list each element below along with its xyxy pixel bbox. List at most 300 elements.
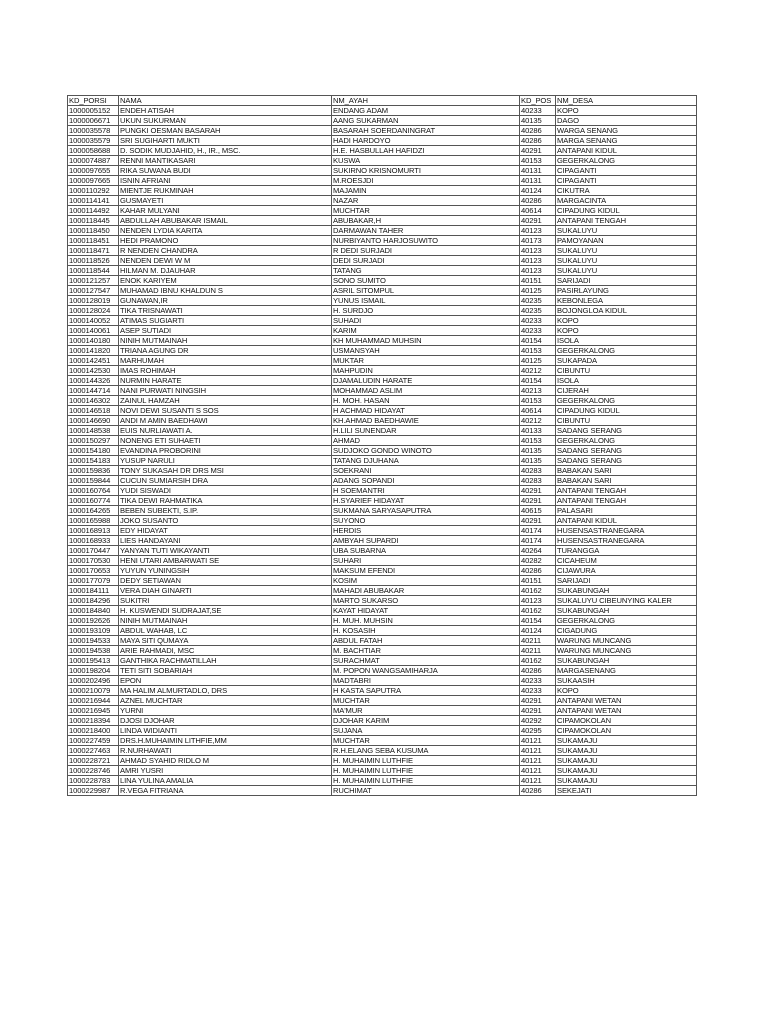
- cell-kd-pos: 40291: [520, 696, 556, 706]
- table-row: [68, 346, 697, 356]
- cell-nama: ANDI M AMIN BAEDHAWI: [119, 416, 332, 426]
- cell-kd-pos: 40154: [520, 336, 556, 346]
- cell-kd-pos: 40264: [520, 546, 556, 556]
- table-row: [68, 206, 697, 216]
- cell-nm-desa: ANTAPANI TENGAH: [556, 216, 697, 226]
- table-row: [68, 646, 697, 656]
- cell-kd-pos: 40233: [520, 326, 556, 336]
- cell-kd-pos: 40211: [520, 646, 556, 656]
- cell-nm-ayah: H. MUHAIMIN LUTHFIE: [332, 766, 520, 776]
- cell-nm-ayah: DJAMALUDIN HARATE: [332, 376, 520, 386]
- cell-kd-porsi: 1000184111: [68, 586, 119, 596]
- table-row: [68, 236, 697, 246]
- cell-kd-porsi: 1000118471: [68, 246, 119, 256]
- cell-nama: NURMIN HARATE: [119, 376, 332, 386]
- cell-kd-pos: 40233: [520, 106, 556, 116]
- cell-nm-desa: WARGA SENANG: [556, 126, 697, 136]
- cell-nm-ayah: DJOHAR KARIM: [332, 716, 520, 726]
- cell-nama: RIKA SUWANA BUDI: [119, 166, 332, 176]
- cell-kd-pos: 40211: [520, 636, 556, 646]
- cell-kd-porsi: 1000193109: [68, 626, 119, 636]
- cell-kd-porsi: 1000035578: [68, 126, 119, 136]
- cell-kd-porsi: 1000148538: [68, 426, 119, 436]
- cell-nm-desa: CIPAMOKOLAN: [556, 726, 697, 736]
- cell-kd-porsi: 1000142530: [68, 366, 119, 376]
- cell-nama: TIKA DEWI RAHMATIKA: [119, 496, 332, 506]
- cell-nm-ayah: BASARAH SOERDANINGRAT: [332, 126, 520, 136]
- table-row: [68, 466, 697, 476]
- cell-nm-ayah: SUHADI: [332, 316, 520, 326]
- cell-nama: NONENG ETI SUHAETI: [119, 436, 332, 446]
- cell-nama: R.NURHAWATI: [119, 746, 332, 756]
- cell-nm-desa: ANTAPANI TENGAH: [556, 486, 697, 496]
- cell-nm-desa: DAGO: [556, 116, 697, 126]
- cell-kd-pos: 40286: [520, 126, 556, 136]
- cell-kd-pos: 40153: [520, 346, 556, 356]
- table-row: [68, 516, 697, 526]
- cell-nm-desa: BABAKAN SARI: [556, 476, 697, 486]
- cell-kd-porsi: 1000170447: [68, 546, 119, 556]
- cell-nm-ayah: MAJAMIN: [332, 186, 520, 196]
- cell-kd-pos: 40286: [520, 136, 556, 146]
- cell-nama: DJOSI DJOHAR: [119, 716, 332, 726]
- cell-kd-pos: 40121: [520, 756, 556, 766]
- cell-nm-ayah: ABDUL FATAH: [332, 636, 520, 646]
- cell-nm-desa: SARIJADI: [556, 576, 697, 586]
- cell-kd-porsi: 1000142451: [68, 356, 119, 366]
- table-row: [68, 726, 697, 736]
- cell-nm-ayah: MAHADI ABUBAKAR: [332, 586, 520, 596]
- table-row: [68, 286, 697, 296]
- cell-nama: YUDI SISWADI: [119, 486, 332, 496]
- cell-nama: MA HALIM ALMURTADLO, DRS: [119, 686, 332, 696]
- cell-kd-porsi: 1000192626: [68, 616, 119, 626]
- cell-kd-pos: 40291: [520, 216, 556, 226]
- cell-nm-ayah: MOHAMMAD ASLIM: [332, 386, 520, 396]
- cell-kd-porsi: 1000118526: [68, 256, 119, 266]
- header-kd-porsi: KD_PORSI: [68, 96, 119, 106]
- cell-kd-porsi: 1000228783: [68, 776, 119, 786]
- cell-kd-pos: 40615: [520, 506, 556, 516]
- cell-kd-pos: 40233: [520, 316, 556, 326]
- cell-nm-desa: SUKALUYU: [556, 246, 697, 256]
- cell-kd-porsi: 1000165988: [68, 516, 119, 526]
- cell-nama: R.VEGA FITRIANA: [119, 786, 332, 796]
- cell-nm-ayah: R.H.ELANG SEBA KUSUMA: [332, 746, 520, 756]
- cell-nama: AHMAD SYAHID RIDLO M: [119, 756, 332, 766]
- cell-kd-porsi: 1000227463: [68, 746, 119, 756]
- table-row: [68, 316, 697, 326]
- cell-nama: MIENTJE RUKMINAH: [119, 186, 332, 196]
- cell-nama: IMAS ROHIMAH: [119, 366, 332, 376]
- cell-kd-porsi: 1000168913: [68, 526, 119, 536]
- cell-nm-desa: SADANG SERANG: [556, 446, 697, 456]
- table-row: [68, 456, 697, 466]
- cell-nm-desa: MARGACINTA: [556, 196, 697, 206]
- cell-nm-desa: PASIRLAYUNG: [556, 286, 697, 296]
- cell-nama: LINA YULINA AMALIA: [119, 776, 332, 786]
- cell-nm-ayah: KOSIM: [332, 576, 520, 586]
- spreadsheet: [67, 95, 697, 796]
- cell-nm-ayah: R DEDI SURJADI: [332, 246, 520, 256]
- cell-nm-desa: SUKALUYU CIBEUNYING KALER: [556, 596, 697, 606]
- cell-kd-porsi: 1000229987: [68, 786, 119, 796]
- table-row: [68, 186, 697, 196]
- table-row: [68, 416, 697, 426]
- cell-kd-pos: 40123: [520, 596, 556, 606]
- cell-nm-desa: CIPAGANTI: [556, 166, 697, 176]
- cell-nama: ZAINUL HAMZAH: [119, 396, 332, 406]
- cell-nm-ayah: SUHARI: [332, 556, 520, 566]
- cell-nama: JOKO SUSANTO: [119, 516, 332, 526]
- table-row: [68, 536, 697, 546]
- cell-nama: LINDA WIDIANTI: [119, 726, 332, 736]
- cell-kd-pos: 40212: [520, 416, 556, 426]
- cell-nm-desa: MARGASENANG: [556, 666, 697, 676]
- cell-nama: HENI UTARI AMBARWATI SE: [119, 556, 332, 566]
- cell-nm-ayah: M. BACHTIAR: [332, 646, 520, 656]
- cell-nm-desa: CIPAMOKOLAN: [556, 716, 697, 726]
- cell-nama: D. SODIK MUDJAHID, H., IR., MSC.: [119, 146, 332, 156]
- cell-nama: LIES HANDAYANI: [119, 536, 332, 546]
- cell-kd-pos: 40291: [520, 706, 556, 716]
- cell-nama: TIKA TRISNAWATI: [119, 306, 332, 316]
- cell-nama: RENNI MANTIKASARI: [119, 156, 332, 166]
- table-row: [68, 326, 697, 336]
- cell-nm-ayah: ADANG SOPANDI: [332, 476, 520, 486]
- table-row: [68, 506, 697, 516]
- cell-nm-desa: GEGERKALONG: [556, 396, 697, 406]
- table-row: [68, 166, 697, 176]
- cell-nama: ISNIN AFRIANI: [119, 176, 332, 186]
- cell-kd-porsi: 1000118451: [68, 236, 119, 246]
- cell-nm-ayah: SUJANA: [332, 726, 520, 736]
- cell-kd-porsi: 1000184296: [68, 596, 119, 606]
- table-row: [68, 526, 697, 536]
- cell-kd-porsi: 1000074887: [68, 156, 119, 166]
- table-row: [68, 396, 697, 406]
- table-row: [68, 386, 697, 396]
- cell-kd-pos: 40153: [520, 156, 556, 166]
- cell-kd-pos: 40123: [520, 226, 556, 236]
- cell-kd-porsi: 1000006671: [68, 116, 119, 126]
- cell-kd-porsi: 1000170530: [68, 556, 119, 566]
- cell-nama: H. KUSWENDI SUDRAJAT,SE: [119, 606, 332, 616]
- cell-kd-porsi: 1000216944: [68, 696, 119, 706]
- cell-nm-desa: SUKAMAJU: [556, 736, 697, 746]
- cell-kd-pos: 40153: [520, 436, 556, 446]
- cell-kd-pos: 40123: [520, 256, 556, 266]
- cell-nama: MAYA SITI QUMAYA: [119, 636, 332, 646]
- cell-nm-ayah: RUCHIMAT: [332, 786, 520, 796]
- cell-kd-pos: 40291: [520, 146, 556, 156]
- cell-nm-ayah: H ACHMAD HIDAYAT: [332, 406, 520, 416]
- cell-kd-pos: 40135: [520, 456, 556, 466]
- cell-kd-pos: 40173: [520, 236, 556, 246]
- cell-nama: EPON: [119, 676, 332, 686]
- cell-kd-pos: 40174: [520, 526, 556, 536]
- cell-nm-desa: CIBUNTU: [556, 416, 697, 426]
- table-row: [68, 256, 697, 266]
- cell-nama: DEDY SETIAWAN: [119, 576, 332, 586]
- cell-kd-pos: 40125: [520, 286, 556, 296]
- table-row: [68, 216, 697, 226]
- cell-nm-ayah: DARMAWAN TAHER: [332, 226, 520, 236]
- cell-kd-porsi: 1000195413: [68, 656, 119, 666]
- cell-nm-ayah: MAKSUM EFENDI: [332, 566, 520, 576]
- cell-kd-pos: 40295: [520, 726, 556, 736]
- cell-nama: BEBEN SUBEKTI, S.IP.: [119, 506, 332, 516]
- table-row: [68, 356, 697, 366]
- cell-kd-pos: 40121: [520, 746, 556, 756]
- cell-nm-ayah: SONO SUMITO: [332, 276, 520, 286]
- cell-kd-pos: 40291: [520, 496, 556, 506]
- table-row: [68, 196, 697, 206]
- cell-kd-porsi: 1000159836: [68, 466, 119, 476]
- table-row: [68, 306, 697, 316]
- cell-nama: GANTHIKA RACHMATILLAH: [119, 656, 332, 666]
- cell-kd-pos: 40291: [520, 516, 556, 526]
- cell-nama: GUNAWAN,IR: [119, 296, 332, 306]
- cell-nama: PUNGKI OESMAN BASARAH: [119, 126, 332, 136]
- cell-kd-porsi: 1000144326: [68, 376, 119, 386]
- cell-nm-ayah: MA'MUR: [332, 706, 520, 716]
- cell-kd-porsi: 1000005152: [68, 106, 119, 116]
- cell-nm-desa: BABAKAN SARI: [556, 466, 697, 476]
- table-row: [68, 376, 697, 386]
- cell-nm-desa: SADANG SERANG: [556, 456, 697, 466]
- cell-kd-porsi: 1000128024: [68, 306, 119, 316]
- cell-nm-desa: KOPO: [556, 686, 697, 696]
- cell-nm-desa: ISOLA: [556, 376, 697, 386]
- cell-nm-desa: SUKAPADA: [556, 356, 697, 366]
- cell-kd-pos: 40291: [520, 486, 556, 496]
- table-row: [68, 716, 697, 726]
- table-row: [68, 436, 697, 446]
- table-row: [68, 706, 697, 716]
- cell-kd-porsi: 1000144714: [68, 386, 119, 396]
- cell-nm-ayah: HERDIS: [332, 526, 520, 536]
- cell-kd-porsi: 1000154180: [68, 446, 119, 456]
- cell-nm-desa: KOPO: [556, 106, 697, 116]
- cell-kd-porsi: 1000141820: [68, 346, 119, 356]
- cell-nm-desa: HUSENSASTRANEGARA: [556, 526, 697, 536]
- table-row: [68, 696, 697, 706]
- cell-kd-porsi: 1000118450: [68, 226, 119, 236]
- table-row: [68, 336, 697, 346]
- cell-nama: EUIS NURLIAWATI A.: [119, 426, 332, 436]
- cell-nm-ayah: KH MUHAMMAD MUHSIN: [332, 336, 520, 346]
- cell-kd-pos: 40162: [520, 606, 556, 616]
- cell-kd-porsi: 1000121257: [68, 276, 119, 286]
- cell-kd-porsi: 1000114492: [68, 206, 119, 216]
- cell-nm-desa: SUKALUYU: [556, 226, 697, 236]
- cell-kd-pos: 40212: [520, 366, 556, 376]
- table-row: [68, 366, 697, 376]
- cell-nm-desa: CIGADUNG: [556, 626, 697, 636]
- cell-nm-desa: ISOLA: [556, 336, 697, 346]
- cell-nm-ayah: MARTO SUKARSO: [332, 596, 520, 606]
- table-row: [68, 426, 697, 436]
- cell-kd-porsi: 1000216945: [68, 706, 119, 716]
- cell-kd-porsi: 1000170653: [68, 566, 119, 576]
- cell-nm-desa: SADANG SERANG: [556, 426, 697, 436]
- cell-kd-pos: 40151: [520, 276, 556, 286]
- cell-nm-desa: TURANGGA: [556, 546, 697, 556]
- table-row: [68, 666, 697, 676]
- cell-nama: ATIMAS SUGIARTI: [119, 316, 332, 326]
- cell-kd-porsi: 1000058688: [68, 146, 119, 156]
- cell-nm-ayah: MUCHTAR: [332, 206, 520, 216]
- cell-nm-desa: CIKUTRA: [556, 186, 697, 196]
- table-row: [68, 146, 697, 156]
- cell-kd-porsi: 1000150297: [68, 436, 119, 446]
- cell-kd-porsi: 1000146302: [68, 396, 119, 406]
- cell-kd-pos: 40286: [520, 566, 556, 576]
- cell-nm-desa: ANTAPANI KIDUL: [556, 146, 697, 156]
- cell-kd-pos: 40162: [520, 586, 556, 596]
- cell-nm-ayah: H. KOSASIH: [332, 626, 520, 636]
- cell-kd-porsi: 1000168933: [68, 536, 119, 546]
- cell-nm-desa: GEGERKALONG: [556, 436, 697, 446]
- cell-kd-pos: 40121: [520, 766, 556, 776]
- cell-kd-porsi: 1000118544: [68, 266, 119, 276]
- cell-nm-ayah: M.ROESJDI: [332, 176, 520, 186]
- table-body: [68, 106, 697, 796]
- cell-nm-desa: GEGERKALONG: [556, 616, 697, 626]
- cell-nm-ayah: AANG SUKARMAN: [332, 116, 520, 126]
- cell-kd-pos: 40124: [520, 186, 556, 196]
- cell-nm-desa: SARIJADI: [556, 276, 697, 286]
- cell-nama: YUSUP NARULI: [119, 456, 332, 466]
- cell-nm-ayah: AHMAD: [332, 436, 520, 446]
- cell-nm-desa: SUKALUYU: [556, 256, 697, 266]
- table-row: [68, 556, 697, 566]
- cell-nm-desa: GEGERKALONG: [556, 156, 697, 166]
- cell-nm-ayah: AMBYAH SUPARDI: [332, 536, 520, 546]
- cell-nm-desa: CIPADUNG KIDUL: [556, 406, 697, 416]
- cell-nm-desa: SUKALUYU: [556, 266, 697, 276]
- cell-kd-pos: 40286: [520, 786, 556, 796]
- cell-nama: AMRI YUSRI: [119, 766, 332, 776]
- cell-nama: AZNEL MUCHTAR: [119, 696, 332, 706]
- cell-kd-porsi: 1000127547: [68, 286, 119, 296]
- cell-nm-desa: KOPO: [556, 316, 697, 326]
- cell-nm-ayah: MAHPUDIN: [332, 366, 520, 376]
- cell-kd-porsi: 1000218400: [68, 726, 119, 736]
- cell-kd-pos: 40131: [520, 166, 556, 176]
- table-row: [68, 496, 697, 506]
- cell-kd-porsi: 1000227459: [68, 736, 119, 746]
- cell-kd-porsi: 1000160774: [68, 496, 119, 506]
- cell-nm-desa: SUKAMAJU: [556, 756, 697, 766]
- cell-nm-ayah: KARIM: [332, 326, 520, 336]
- cell-nm-ayah: M. POPON WANGSAMIHARJA: [332, 666, 520, 676]
- cell-kd-pos: 40123: [520, 246, 556, 256]
- cell-kd-porsi: 1000184840: [68, 606, 119, 616]
- cell-nm-desa: SUKAMAJU: [556, 766, 697, 776]
- table-row: [68, 176, 697, 186]
- cell-nm-ayah: TATANG DJUHANA: [332, 456, 520, 466]
- cell-nm-desa: SUKAASIH: [556, 676, 697, 686]
- cell-kd-pos: 40131: [520, 176, 556, 186]
- cell-nama: YANYAN TUTI WIKAYANTI: [119, 546, 332, 556]
- table-row: [68, 296, 697, 306]
- cell-kd-pos: 40614: [520, 406, 556, 416]
- cell-nama: GUSMAYETI: [119, 196, 332, 206]
- cell-nama: UKUN SUKURMAN: [119, 116, 332, 126]
- cell-nm-ayah: H KASTA SAPUTRA: [332, 686, 520, 696]
- cell-nm-desa: BOJONGLOA KIDUL: [556, 306, 697, 316]
- cell-nm-desa: SUKABUNGAH: [556, 606, 697, 616]
- table-row: [68, 156, 697, 166]
- table-row: [68, 566, 697, 576]
- header-kd-pos: KD_POS: [520, 96, 556, 106]
- cell-kd-pos: 40235: [520, 296, 556, 306]
- cell-kd-pos: 40154: [520, 376, 556, 386]
- cell-nm-ayah: H. MUHAIMIN LUTHFIE: [332, 756, 520, 766]
- cell-nm-desa: CIJERAH: [556, 386, 697, 396]
- cell-nm-ayah: H. SURDJO: [332, 306, 520, 316]
- cell-nama: NENDEN LYDIA KARITA: [119, 226, 332, 236]
- table-row: [68, 656, 697, 666]
- cell-kd-pos: 40135: [520, 446, 556, 456]
- cell-kd-porsi: 1000228721: [68, 756, 119, 766]
- cell-nama: KAHAR MULYANI: [119, 206, 332, 216]
- table-row: [68, 616, 697, 626]
- cell-nm-desa: SUKAMAJU: [556, 776, 697, 786]
- cell-nm-desa: CIPADUNG KIDUL: [556, 206, 697, 216]
- cell-nm-desa: SUKABUNGAH: [556, 586, 697, 596]
- cell-nm-desa: MARGA SENANG: [556, 136, 697, 146]
- cell-kd-porsi: 1000097655: [68, 166, 119, 176]
- cell-kd-porsi: 1000198204: [68, 666, 119, 676]
- cell-nm-desa: GEGERKALONG: [556, 346, 697, 356]
- table-row: [68, 576, 697, 586]
- cell-kd-porsi: 1000140061: [68, 326, 119, 336]
- cell-nm-desa: PAMOYANAN: [556, 236, 697, 246]
- table-row: [68, 136, 697, 146]
- cell-nm-desa: WARUNG MUNCANG: [556, 646, 697, 656]
- cell-nm-desa: ANTAPANI TENGAH: [556, 496, 697, 506]
- cell-nm-ayah: UBA SUBARNA: [332, 546, 520, 556]
- cell-nm-ayah: KH.AHMAD BAEDHAWIE: [332, 416, 520, 426]
- cell-nm-ayah: ASRIL SITOMPUL: [332, 286, 520, 296]
- cell-kd-porsi: 1000177079: [68, 576, 119, 586]
- cell-nama: EVANDINA PROBORINI: [119, 446, 332, 456]
- cell-kd-pos: 40153: [520, 396, 556, 406]
- cell-nama: NOVI DEWI SUSANTI S SOS: [119, 406, 332, 416]
- cell-kd-porsi: 1000210079: [68, 686, 119, 696]
- cell-nm-ayah: H. MUH. MUHSIN: [332, 616, 520, 626]
- cell-kd-pos: 40123: [520, 266, 556, 276]
- cell-nama: EDY HIDAYAT: [119, 526, 332, 536]
- table-row: [68, 126, 697, 136]
- cell-kd-porsi: 1000194538: [68, 646, 119, 656]
- cell-kd-pos: 40121: [520, 736, 556, 746]
- cell-kd-pos: 40154: [520, 616, 556, 626]
- cell-nama: ENOK KARIYEM: [119, 276, 332, 286]
- table-row: [68, 446, 697, 456]
- cell-nm-ayah: MADTABRI: [332, 676, 520, 686]
- cell-nm-ayah: SUKMANA SARYASAPUTRA: [332, 506, 520, 516]
- table-row: [68, 766, 697, 776]
- cell-kd-pos: 40282: [520, 556, 556, 566]
- table-row: [68, 266, 697, 276]
- cell-nm-ayah: SURACHMAT: [332, 656, 520, 666]
- cell-kd-pos: 40292: [520, 716, 556, 726]
- cell-kd-porsi: 1000202496: [68, 676, 119, 686]
